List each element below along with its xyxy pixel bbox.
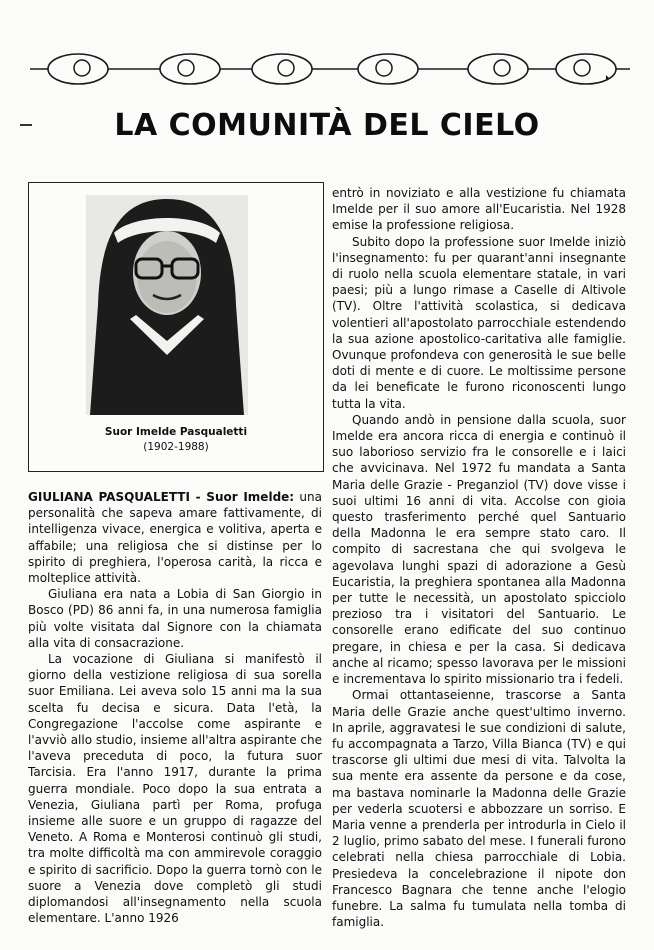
paragraph: Giuliana era nata a Lobia di San Giorgio in Bosco (PD) 86 anni fa, in una numerosa famiglia più volte visitata dal Signore con la chiamata alla vita di consacrazione.: [28, 587, 322, 650]
paragraph: Quando andò in pensione dalla scuola, suor Imelde era ancora ricca di energia e continuò il suo laborioso servizio fra le consorelle e i laici che avvicinava. Nel 1972 fu mandata a Santa Maria delle Grazie - Preganziol (TV) dove visse i suoi ultimi 16 anni di vita. Accolse con gioia questo trasferimento perché quel Santuario della Madonna le era sempre stato caro. Il compito di sacrestana che qui svolgeva le agevolava lunghi spazi di adorazione a Gesù Eucaristia, la preghiera spontanea alla Madonna per tutte le necessità, un apostolato spicciolo prezioso tra i visitatori del Santuario. Le consorelle erano edificate del suo continuo pregare, in chiesa e per la casa. Si dedicava anche al ricamo; spesso lavorava per le missioni e incrementava lo spirito missionario tra i fedeli.: [332, 412, 626, 687]
decorative-chain-ornament: [30, 48, 630, 90]
paragraph: [28, 489, 322, 586]
portrait-caption: [29, 425, 323, 455]
paragraph: Ormai ottantaseienne, trascorse a Santa Maria delle Grazie anche quest'ultimo inverno. In aprile, aggravatesi le sue condizioni di salute, fu accompagnata a Tarzo, Villa Bianca (TV) e qui trascorse gli ultimi due mesi di vita. Talvolta la sua mente era assente da persone e da cose, ma bastava nominarle la Madonna delle Grazie per vederla scuotersi e abbozzare un sorriso. E Maria venne a prenderla per introdurla in Cielo il 2 luglio, primo sabato del mese. I funerali furono celebrati nella chiesa parrocchiale di Lobia. Presiedeva la concelebrazione il nipote don Francesco Bagnara che tenne anche l'elogio funebre. La salma fu tumulata nella tomba di famiglia.: [332, 688, 626, 930]
caption-years: (1902-1988): [143, 441, 209, 453]
page-title: LA COMUNITÀ DEL CIELO: [114, 108, 540, 143]
paragraph: Subito dopo la professione suor Imelde iniziò l'insegnamento: fu per quarant'anni insegnante di ruolo nella scuola elementare statale, in vari paesi; più a lungo rimase a Caselle di Altivole (TV). Oltre l'attività scolastica, si dedicava volentieri all'apostolato parrocchiale estendendo la sua azione apostolico-caritativa alle famiglie. Ovunque profondeva con generosità le sue belle doti di mente e di cuore. Le moltissime persone da lei beneficate le furono riconoscenti lungo tutta la vita.: [332, 234, 626, 411]
portrait-frame: [28, 182, 324, 472]
paragraph: entrò in noviziato e alla vestizione fu chiamata Imelde per il suo amore all'Eucaristia. Nel 1928 emise la professione religiosa.: [332, 186, 626, 233]
right-column: [332, 185, 626, 930]
paragraph: La vocazione di Giuliana si manifestò il giorno della vestizione religiosa di sua sorella suor Emiliana. Lei aveva solo 15 anni ma la sua scelta fu decisa e sicura. Data l'età, la Congregazione l'accolse come aspirante e l'avviò allo studio, insieme all'altra aspirante che l'aveva preceduta di poco, la futura suor Tarcisia. Era l'anno 1917, durante la prima guerra mondiale. Poco dopo la sua entrata a Venezia, Giuliana partì per Roma, profuga insieme alle suore e un gruppo di ragazze del Veneto. A Roma e Monterosi continuò gli studi, tra molte difficoltà ma con ammirevole coraggio e spirito di sacrificio. Dopo la guerra tornò con le suore a Venezia dove completò gli studi diplomandosi all'insegnamento nella scuola elementare. L'anno 1926: [28, 652, 322, 926]
caption-name: Suor Imelde Pasqualetti: [104, 426, 248, 438]
paragraph-text: una personalità che sapeva amare fattivamente, di intelligenza vivace, energica e volitiva, aperta e affabile; una religiosa che si distinse per lo spirito di preghiera, l'operosa carità, la ricca e molteplice attività.: [28, 490, 322, 586]
left-column: [28, 489, 322, 926]
lead-name: GIULIANA PASQUALETTI - Suor Imelde:: [28, 490, 295, 504]
portrait-photo: [86, 195, 248, 415]
